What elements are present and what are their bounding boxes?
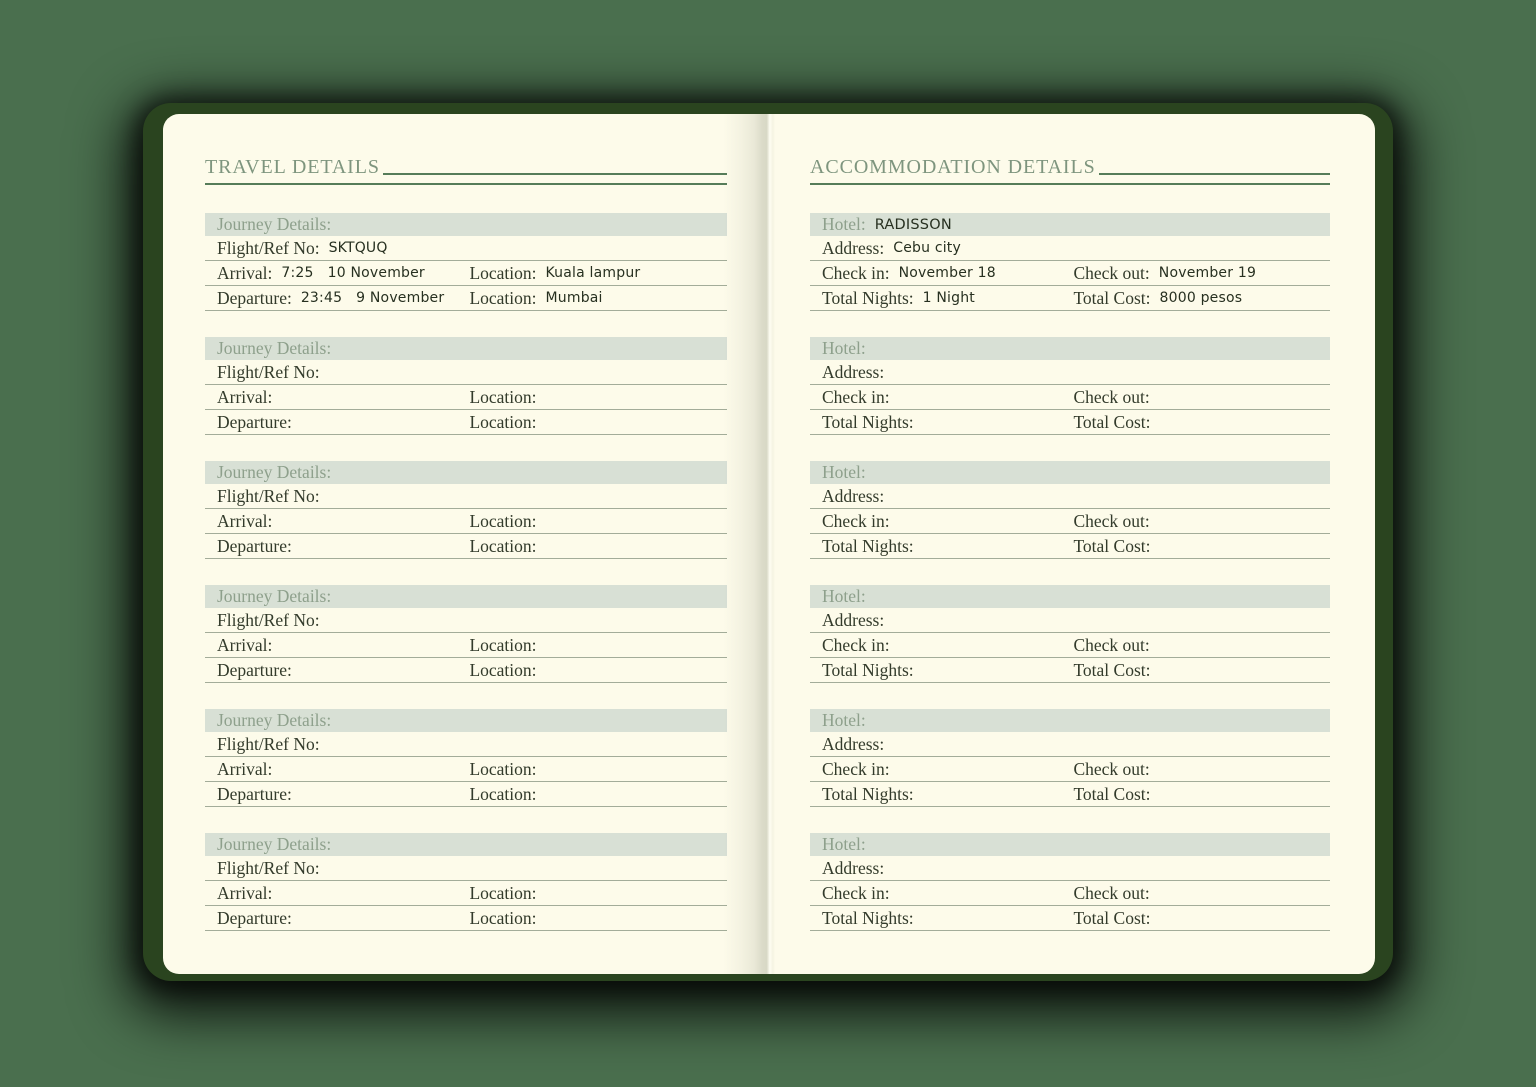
journey-details-block (205, 833, 727, 931)
travel-details-title: TRAVEL DETAILS (205, 156, 380, 178)
location-label: Location: (469, 386, 537, 407)
journey-details-block (205, 337, 727, 435)
address-field[interactable] (810, 608, 1330, 633)
check-in-out-row (810, 509, 1330, 534)
arrival-label: Arrival: (217, 882, 273, 903)
location-label: Location: (469, 411, 537, 432)
departure-label: Departure: (217, 783, 292, 804)
arrival-field[interactable] (217, 387, 469, 408)
total-nights-label: Total Nights: (822, 535, 914, 556)
departure-location-value: Mumbai (545, 290, 603, 306)
hotel-field[interactable] (810, 461, 1330, 484)
address-label: Address: (822, 733, 885, 754)
total-nights-field[interactable] (822, 660, 1073, 681)
check-in-field[interactable] (822, 635, 1073, 656)
journey-details-block (205, 709, 727, 807)
arrival-location-field[interactable] (469, 759, 727, 780)
check-in-field[interactable] (822, 883, 1073, 904)
check-in-out-row (810, 261, 1330, 286)
check-out-field[interactable] (1073, 635, 1330, 656)
journey-details-label: Journey Details: (217, 834, 332, 854)
address-label: Address: (822, 237, 885, 258)
arrival-field[interactable] (217, 635, 469, 656)
departure-field[interactable] (217, 660, 469, 681)
total-cost-label: Total Cost: (1073, 783, 1151, 804)
hotel-field[interactable] (810, 833, 1330, 856)
flight-ref-field[interactable] (205, 360, 727, 385)
total-nights-label: Total Nights: (822, 411, 914, 432)
arrival-field[interactable] (217, 263, 469, 284)
check-out-label: Check out: (1073, 262, 1150, 283)
total-cost-value: 8000 pesos (1159, 290, 1243, 306)
total-nights-field[interactable] (822, 536, 1073, 557)
address-field[interactable] (810, 236, 1330, 261)
accommodation-details-header (810, 152, 1330, 185)
address-field[interactable] (810, 484, 1330, 509)
arrival-row (205, 261, 727, 286)
total-cost-field[interactable] (1073, 660, 1330, 681)
total-nights-field[interactable] (822, 908, 1073, 929)
flight-ref-label: Flight/Ref No: (217, 237, 320, 258)
journey-blocks (205, 213, 727, 931)
departure-location-field[interactable] (469, 660, 727, 681)
flight-ref-field[interactable] (205, 608, 727, 633)
flight-ref-label: Flight/Ref No: (217, 733, 320, 754)
arrival-row (205, 633, 727, 658)
travel-details-page (205, 114, 727, 974)
arrival-label: Arrival: (217, 386, 273, 407)
check-in-label: Check in: (822, 882, 890, 903)
flight-ref-label: Flight/Ref No: (217, 361, 320, 382)
total-nights-value: 1 Night (922, 290, 975, 306)
journey-details-label: Journey Details: (217, 214, 332, 234)
departure-location-field[interactable] (469, 784, 727, 805)
total-cost-label: Total Cost: (1073, 659, 1151, 680)
check-out-field[interactable] (1073, 387, 1330, 408)
location-label: Location: (469, 535, 537, 556)
arrival-location-field[interactable] (469, 883, 727, 904)
arrival-value: 7:25 10 November (281, 265, 425, 281)
location-label: Location: (469, 882, 537, 903)
check-in-label: Check in: (822, 386, 890, 407)
check-out-label: Check out: (1073, 758, 1150, 779)
hotel-value: RADISSON (874, 216, 952, 233)
journey-details-band (205, 337, 727, 360)
address-label: Address: (822, 361, 885, 382)
arrival-row (205, 385, 727, 410)
total-nights-field[interactable] (822, 412, 1073, 433)
flight-ref-field[interactable] (205, 484, 727, 509)
check-in-field[interactable] (822, 263, 1073, 284)
arrival-row (205, 509, 727, 534)
check-out-field[interactable] (1073, 263, 1330, 284)
address-value: Cebu city (893, 240, 961, 256)
arrival-location-field[interactable] (469, 635, 727, 656)
check-out-label: Check out: (1073, 386, 1150, 407)
departure-label: Departure: (217, 907, 292, 928)
hotel-field[interactable] (810, 585, 1330, 608)
totals-row (810, 658, 1330, 683)
accommodation-details-page (810, 114, 1330, 974)
total-nights-field[interactable] (822, 288, 1073, 309)
total-cost-field[interactable] (1073, 288, 1330, 309)
check-in-value: November 18 (898, 265, 996, 281)
location-label: Location: (469, 783, 537, 804)
total-cost-field[interactable] (1073, 412, 1330, 433)
check-in-label: Check in: (822, 758, 890, 779)
title-underline (1099, 173, 1330, 175)
flight-ref-label: Flight/Ref No: (217, 485, 320, 506)
location-label: Location: (469, 510, 537, 531)
check-out-field[interactable] (1073, 759, 1330, 780)
hotel-label: Hotel: (822, 338, 866, 358)
arrival-field[interactable] (217, 883, 469, 904)
hotel-details-block (810, 833, 1330, 931)
flight-ref-field[interactable] (205, 856, 727, 881)
check-in-field[interactable] (822, 759, 1073, 780)
check-in-field[interactable] (822, 387, 1073, 408)
total-nights-label: Total Nights: (822, 659, 914, 680)
arrival-location-field[interactable] (469, 263, 727, 284)
arrival-row (205, 881, 727, 906)
totals-row (810, 534, 1330, 559)
total-nights-label: Total Nights: (822, 907, 914, 928)
departure-field[interactable] (217, 412, 469, 433)
check-in-label: Check in: (822, 634, 890, 655)
address-label: Address: (822, 857, 885, 878)
totals-row (810, 782, 1330, 807)
hotel-details-block (810, 213, 1330, 311)
check-in-out-row (810, 757, 1330, 782)
book-spine-fold (723, 114, 775, 974)
departure-row (205, 534, 727, 559)
flight-ref-field[interactable] (205, 732, 727, 757)
total-nights-label: Total Nights: (822, 783, 914, 804)
departure-field[interactable] (217, 908, 469, 929)
journey-details-band (205, 833, 727, 856)
arrival-field[interactable] (217, 759, 469, 780)
departure-row (205, 286, 727, 311)
departure-row (205, 782, 727, 807)
journey-details-band (205, 709, 727, 732)
address-label: Address: (822, 609, 885, 630)
location-label: Location: (469, 634, 537, 655)
arrival-label: Arrival: (217, 510, 273, 531)
departure-label: Departure: (217, 411, 292, 432)
address-field[interactable] (810, 360, 1330, 385)
total-cost-field[interactable] (1073, 536, 1330, 557)
hotel-label: Hotel: (822, 214, 866, 234)
arrival-row (205, 757, 727, 782)
hotel-label: Hotel: (822, 586, 866, 606)
total-cost-field[interactable] (1073, 908, 1330, 929)
check-out-label: Check out: (1073, 634, 1150, 655)
departure-location-field[interactable] (469, 536, 727, 557)
journey-details-label: Journey Details: (217, 338, 332, 358)
check-in-label: Check in: (822, 262, 890, 283)
title-underline (383, 173, 727, 175)
check-out-label: Check out: (1073, 882, 1150, 903)
departure-label: Departure: (217, 659, 292, 680)
departure-row (205, 658, 727, 683)
total-cost-field[interactable] (1073, 784, 1330, 805)
departure-field[interactable] (217, 784, 469, 805)
departure-field[interactable] (217, 288, 469, 309)
hotel-details-block (810, 585, 1330, 683)
total-cost-label: Total Cost: (1073, 411, 1151, 432)
accommodation-details-title: ACCOMMODATION DETAILS (810, 156, 1096, 178)
departure-label: Departure: (217, 287, 292, 308)
total-cost-label: Total Cost: (1073, 535, 1151, 556)
planner-open-pages (163, 114, 1375, 974)
journey-details-band (205, 585, 727, 608)
planner-cover (143, 103, 1393, 981)
flight-ref-label: Flight/Ref No: (217, 857, 320, 878)
departure-label: Departure: (217, 535, 292, 556)
arrival-label: Arrival: (217, 262, 273, 283)
departure-field[interactable] (217, 536, 469, 557)
address-field[interactable] (810, 856, 1330, 881)
flight-ref-value: SKTQUQ (328, 240, 388, 256)
departure-row (205, 906, 727, 931)
address-label: Address: (822, 485, 885, 506)
check-in-out-row (810, 385, 1330, 410)
hotel-details-block (810, 709, 1330, 807)
location-label: Location: (469, 287, 537, 308)
journey-details-block (205, 461, 727, 559)
totals-row (810, 286, 1330, 311)
flight-ref-field[interactable] (205, 236, 727, 261)
total-cost-label: Total Cost: (1073, 907, 1151, 928)
journey-details-band (205, 213, 727, 236)
journey-details-label: Journey Details: (217, 586, 332, 606)
check-in-field[interactable] (822, 511, 1073, 532)
journey-details-label: Journey Details: (217, 710, 332, 730)
travel-details-header (205, 152, 727, 185)
arrival-label: Arrival: (217, 758, 273, 779)
hotel-field[interactable] (810, 709, 1330, 732)
departure-location-field[interactable] (469, 412, 727, 433)
check-out-label: Check out: (1073, 510, 1150, 531)
arrival-location-field[interactable] (469, 511, 727, 532)
total-nights-label: Total Nights: (822, 287, 914, 308)
hotel-label: Hotel: (822, 710, 866, 730)
departure-value: 23:45 9 November (300, 290, 445, 306)
check-out-field[interactable] (1073, 511, 1330, 532)
check-in-label: Check in: (822, 510, 890, 531)
arrival-location-value: Kuala lampur (545, 265, 641, 281)
journey-details-band (205, 461, 727, 484)
departure-location-field[interactable] (469, 288, 727, 309)
total-nights-field[interactable] (822, 784, 1073, 805)
hotel-details-block (810, 461, 1330, 559)
totals-row (810, 410, 1330, 435)
hotel-blocks (810, 213, 1330, 931)
address-field[interactable] (810, 732, 1330, 757)
hotel-details-block (810, 337, 1330, 435)
arrival-location-field[interactable] (469, 387, 727, 408)
location-label: Location: (469, 262, 537, 283)
check-out-field[interactable] (1073, 883, 1330, 904)
flight-ref-label: Flight/Ref No: (217, 609, 320, 630)
hotel-label: Hotel: (822, 462, 866, 482)
check-in-out-row (810, 633, 1330, 658)
journey-details-block (205, 585, 727, 683)
hotel-label: Hotel: (822, 834, 866, 854)
journey-details-label: Journey Details: (217, 462, 332, 482)
check-out-value: November 19 (1158, 265, 1257, 281)
location-label: Location: (469, 907, 537, 928)
total-cost-label: Total Cost: (1073, 287, 1151, 308)
location-label: Location: (469, 758, 537, 779)
hotel-field[interactable] (810, 213, 1330, 236)
check-in-out-row (810, 881, 1330, 906)
location-label: Location: (469, 659, 537, 680)
journey-details-block (205, 213, 727, 311)
departure-row (205, 410, 727, 435)
departure-location-field[interactable] (469, 908, 727, 929)
arrival-field[interactable] (217, 511, 469, 532)
totals-row (810, 906, 1330, 931)
arrival-label: Arrival: (217, 634, 273, 655)
hotel-field[interactable] (810, 337, 1330, 360)
